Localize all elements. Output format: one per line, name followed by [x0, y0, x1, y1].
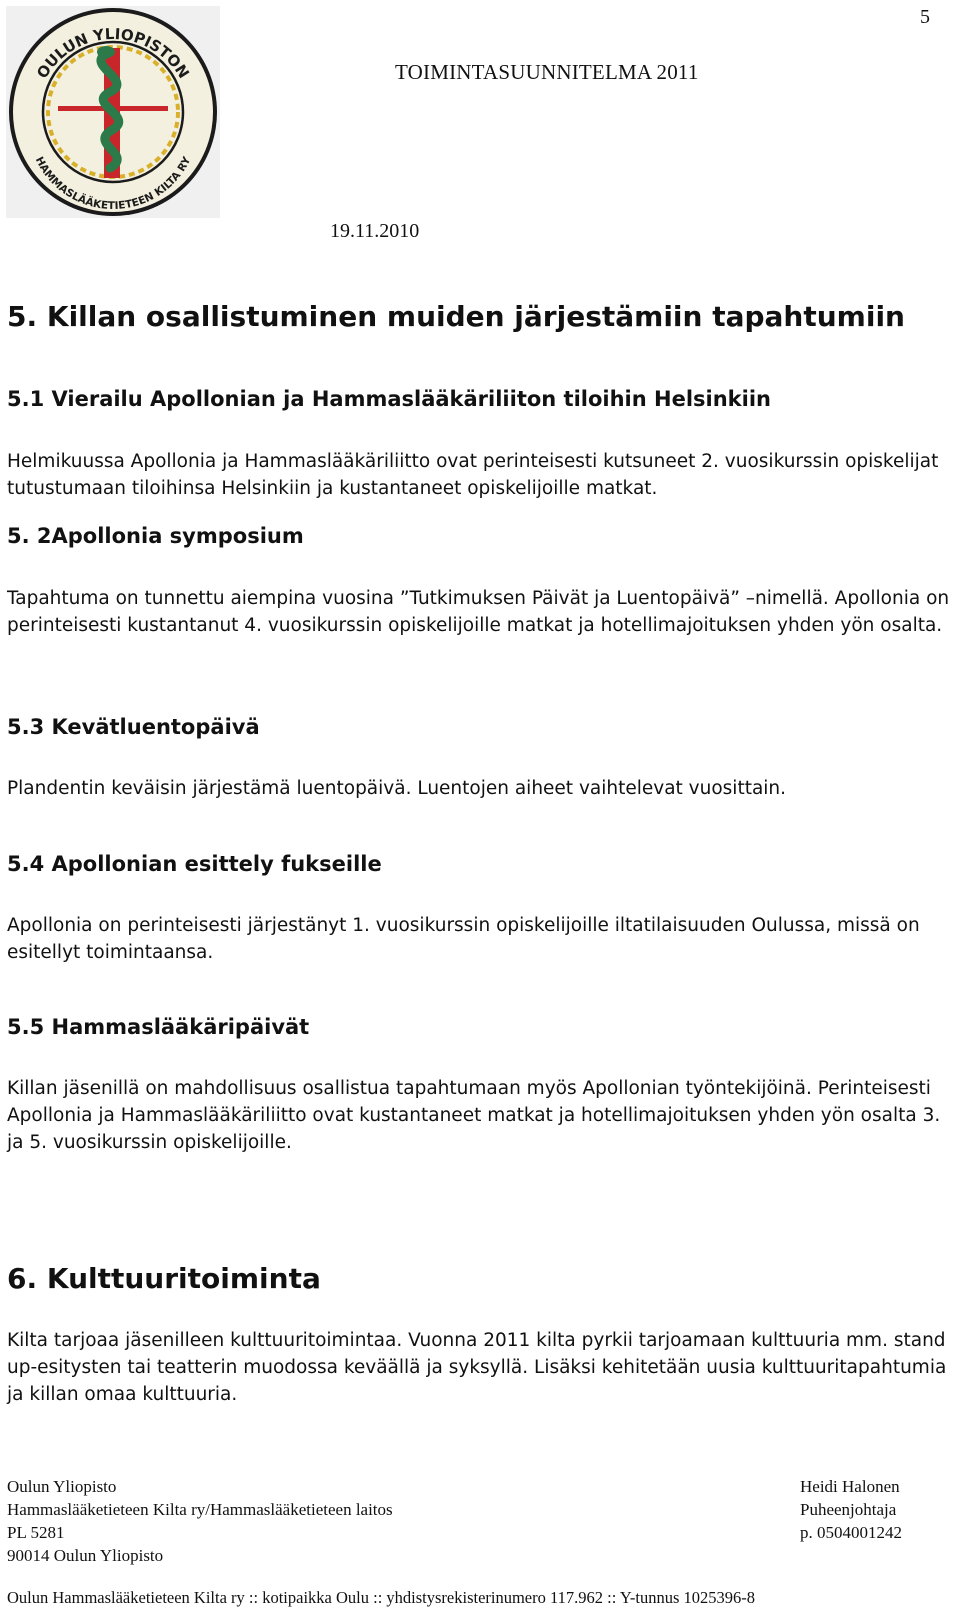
footer-left-line: Oulun Yliopisto	[7, 1477, 117, 1496]
footer-right	[800, 1475, 902, 1544]
section-5-3-title: 5.3 Kevätluentopäivä	[7, 715, 260, 739]
footer-right-line: Puheenjohtaja	[800, 1500, 897, 1519]
logo-text-top: OULUN YLIOPISTON	[33, 24, 193, 82]
section-5-2-text: Tapahtuma on tunnettu aiempina vuosina ”Tutkimuksen Päivät ja Luentopäivä” –nimellä. Apollonia on perinteisesti kustantanut 4. vuosikurssin opiskelijoille matkat ja hotellimajoituksen yhden yön osalta.	[7, 588, 950, 636]
document-date: 19.11.2010	[330, 220, 420, 242]
guild-logo-emblem	[6, 6, 220, 218]
section-5-1-text: Helmikuussa Apollonia ja Hammaslääkäriliitto ovat perinteisesti kutsuneet 2. vuosikurssin opiskelijat tutustumaan tiloihinsa Helsinkiin ja kustantaneet opiskelijoille matkat.	[7, 451, 939, 499]
logo-text-bottom: HAMMASLÄÄKETIETEEN KILTA RY	[32, 154, 194, 213]
footer-left-line: 90014 Oulun Yliopisto	[7, 1546, 164, 1565]
section-5-5-text: Killan jäsenillä on mahdollisuus osallistua tapahtumaan myös Apollonian työntekijöinä. Perinteisesti Apollonia ja Hammaslääkäriliitto ovat kustantaneet matkat ja hotellimajoituksen yhden yön osalta 3. ja 5. vuosikurssin opiskelijoille.	[7, 1078, 941, 1153]
footer-left-line: Hammaslääketieteen Kilta ry/Hammaslääketieteen laitos	[7, 1500, 393, 1519]
document-title: TOIMINTASUUNNITELMA 2011	[395, 60, 699, 84]
section-5-4-text: Apollonia on perinteisesti järjestänyt 1. vuosikurssin opiskelijoille iltatilaisuuden Oulussa, missä on esitellyt toimintaansa.	[7, 915, 920, 963]
section-5-4-title: 5.4 Apollonian esittely fukseille	[7, 852, 382, 876]
footer-right-line: Heidi Halonen	[800, 1477, 900, 1496]
section-5-2-title: 5. 2Apollonia symposium	[7, 524, 304, 548]
section-6-text: Kilta tarjoaa jäsenilleen kulttuuritoimintaa. Vuonna 2011 kilta pyrkii tarjoamaan kulttuuria mm. stand up-esitysten tai teatterin muodossa keväällä ja syksyllä. Lisäksi kehitetään uusia kulttuuritapahtumia ja killan omaa kulttuuria.	[7, 1330, 947, 1405]
section-5-3-text: Plandentin keväisin järjestämä luentopäivä. Luentojen aiheet vaihtelevat vuosittain.	[7, 778, 787, 799]
section-5-title: 5. Killan osallistuminen muiden järjestämiin tapahtumiin	[7, 300, 905, 333]
section-6-title: 6. Kulttuuritoiminta	[7, 1262, 321, 1295]
section-5-1-title: 5.1 Vierailu Apollonian ja Hammaslääkäriliiton tiloihin Helsinkiin	[7, 387, 771, 411]
guild-logo	[6, 6, 220, 218]
footer-registration-line: Oulun Hammaslääketieteen Kilta ry :: kotipaikka Oulu :: yhdistysrekisterinumero 117.962 :: Y-tunnus 1025396-8	[7, 1588, 756, 1607]
section-5-5-title: 5.5 Hammaslääkäripäivät	[7, 1015, 310, 1039]
page-number: 5	[920, 6, 930, 28]
footer-left-line: PL 5281	[7, 1523, 65, 1542]
footer-left	[7, 1475, 393, 1567]
footer-right-line: p. 0504001242	[800, 1523, 902, 1542]
